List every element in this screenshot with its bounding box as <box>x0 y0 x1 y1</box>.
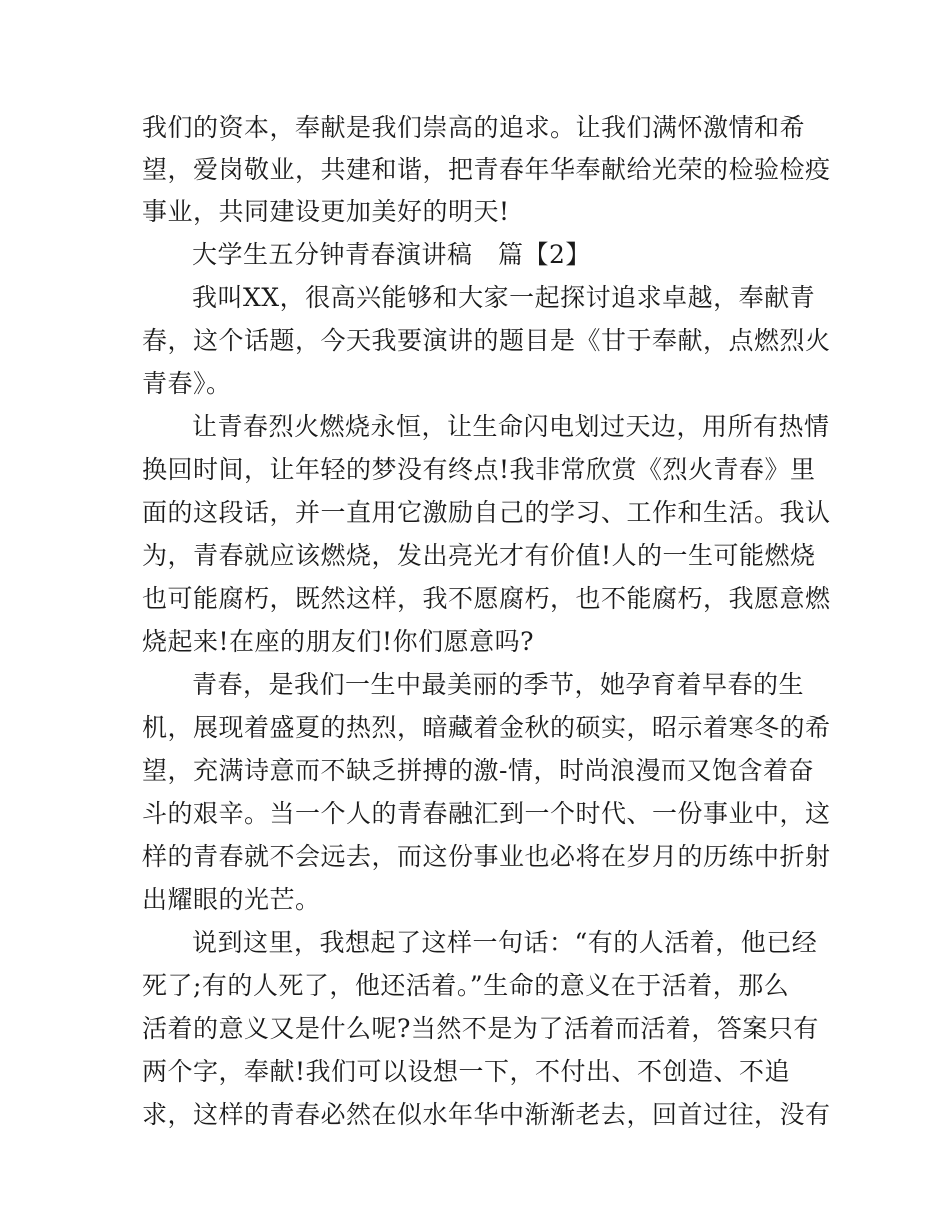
text-line: 事业，共同建设更加美好的明天! <box>142 197 510 226</box>
text-line: 青春》。 <box>142 369 232 398</box>
text-line: 样的青春就不会远去，而这份事业也必将在岁月的历练中折射 <box>142 842 831 871</box>
text-line: 斗的艰辛。当一个人的青春融汇到一个时代、一份事业中，这 <box>142 799 831 828</box>
text-line: 两个字，奉献!我们可以设想一下，不付出、不创造、不追 <box>142 1057 791 1086</box>
text-line: 我们的资本，奉献是我们崇高的追求。让我们满怀激情和希 <box>142 113 806 142</box>
section-heading: 大学生五分钟青春演讲稿 篇【2】 <box>192 240 591 269</box>
text-line: 说到这里，我想起了这样一句话：“有的人活着，他已经 <box>192 928 818 957</box>
text-line: 求，这样的青春必然在似水年华中渐渐老去，回首过往，没有 <box>142 1100 831 1129</box>
text-line: 换回时间，让年轻的梦没有终点!我非常欣赏《烈火青春》里 <box>142 455 816 484</box>
text-line: 我叫XX，很高兴能够和大家一起探讨追求卓越，奉献青 <box>192 283 816 312</box>
text-line: 机，展现着盛夏的热烈，暗藏着金秋的硕实，昭示着寒冬的希 <box>142 713 831 742</box>
text-line: 活着的意义又是什么呢?当然不是为了活着而活着，答案只有 <box>142 1014 819 1043</box>
text-line: 也可能腐朽，既然这样，我不愿腐朽，也不能腐朽，我愿意燃 <box>142 584 831 613</box>
text-line: 望，充满诗意而不缺乏拼搏的激-情，时尚浪漫而又饱含着奋 <box>142 756 814 785</box>
text-line: 青春，是我们一生中最美丽的季节，她孕育着早春的生 <box>192 670 805 699</box>
text-line: 烧起来!在座的朋友们!你们愿意吗? <box>142 627 534 656</box>
text-line: 出耀眼的光芒。 <box>142 885 321 914</box>
text-line: 春，这个话题，今天我要演讲的题目是《甘于奉献，点燃烈火 <box>142 326 831 355</box>
text-line: 面的这段话，并一直用它激励自己的学习、工作和生活。我认 <box>142 498 831 527</box>
text-line: 让青春烈火燃烧永恒，让生命闪电划过天边，用所有热情 <box>192 412 830 441</box>
text-line: 死了;有的人死了，他还活着。”生命的意义在于活着，那么 <box>142 971 790 1000</box>
text-line: 为，青春就应该燃烧，发出亮光才有价值!人的一生可能燃烧 <box>142 541 816 570</box>
text-line: 望，爱岗敬业，共建和谐，把青春年华奉献给光荣的检验检疫 <box>142 155 831 184</box>
